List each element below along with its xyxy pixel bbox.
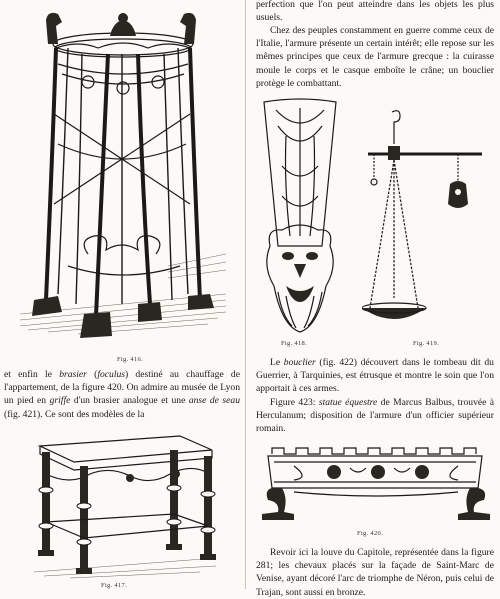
figure-418-caption: Fig. 418.: [281, 340, 307, 347]
figure-417-caption: Fig. 417.: [101, 582, 127, 589]
figure-420-caption: Fig. 420.: [357, 530, 383, 537]
column-divider: [245, 0, 246, 589]
figure-418-mask-shield-illustration: [256, 96, 344, 336]
right-paragraph-bouclier: Le bouclier (fig. 422) découvert dans le tombeau dit du Guerrier, à Tarquinies, est étrusque et montre le soin que l'on apportait à ces armes.: [256, 357, 494, 395]
figure-419-balance-illustration: [362, 108, 488, 334]
right-paragraph-armure: Chez des peuples constamment en guerre comme ceux de l'Italie, l'armure présente un certain intérêt; elle repose sur les mêmes principes que ceux de l'armure grecque : la cuirasse moule le corps et le casque emboîte le crâne; un bouclier protège le combattant.: [256, 25, 494, 89]
left-column: [0, 0, 244, 589]
figure-416-tripod-illustration: [18, 4, 228, 346]
figure-420-brazier-illustration: [254, 440, 498, 524]
right-paragraph-louve: Revoir ici la louve du Capitole, représentée dans la figure 281; les chevaux placés sur la façade de Saint-Marc de Venise, ayant décoré l'arc de triomphe de Néron, puis celui de Trajan, sont aussi en bronze.: [256, 547, 494, 598]
figure-416-caption: Fig. 416.: [117, 356, 143, 363]
figure-419-caption: Fig. 419.: [413, 340, 439, 347]
right-column: [250, 0, 500, 598]
figure-417-stand-illustration: [30, 430, 220, 580]
right-paragraph-statue: Figure 423: statue équestre de Marcus Balbus, trouvée à Herculanum; disposition de l'armure d'un officier supérieur romain.: [256, 397, 494, 435]
left-paragraph-brasier: et enfin le brasier (foculus) destiné au chauffage de l'appartement, de la figure 420. On admire au musée de Lyon un pied en griffe d'un brasier analogue et une anse de seau (fig. 421). Ce sont des modèles de la: [4, 369, 240, 420]
right-paragraph-perfection: perfection que l'on peut atteindre dans les objets les plus usuels.: [256, 0, 494, 24]
